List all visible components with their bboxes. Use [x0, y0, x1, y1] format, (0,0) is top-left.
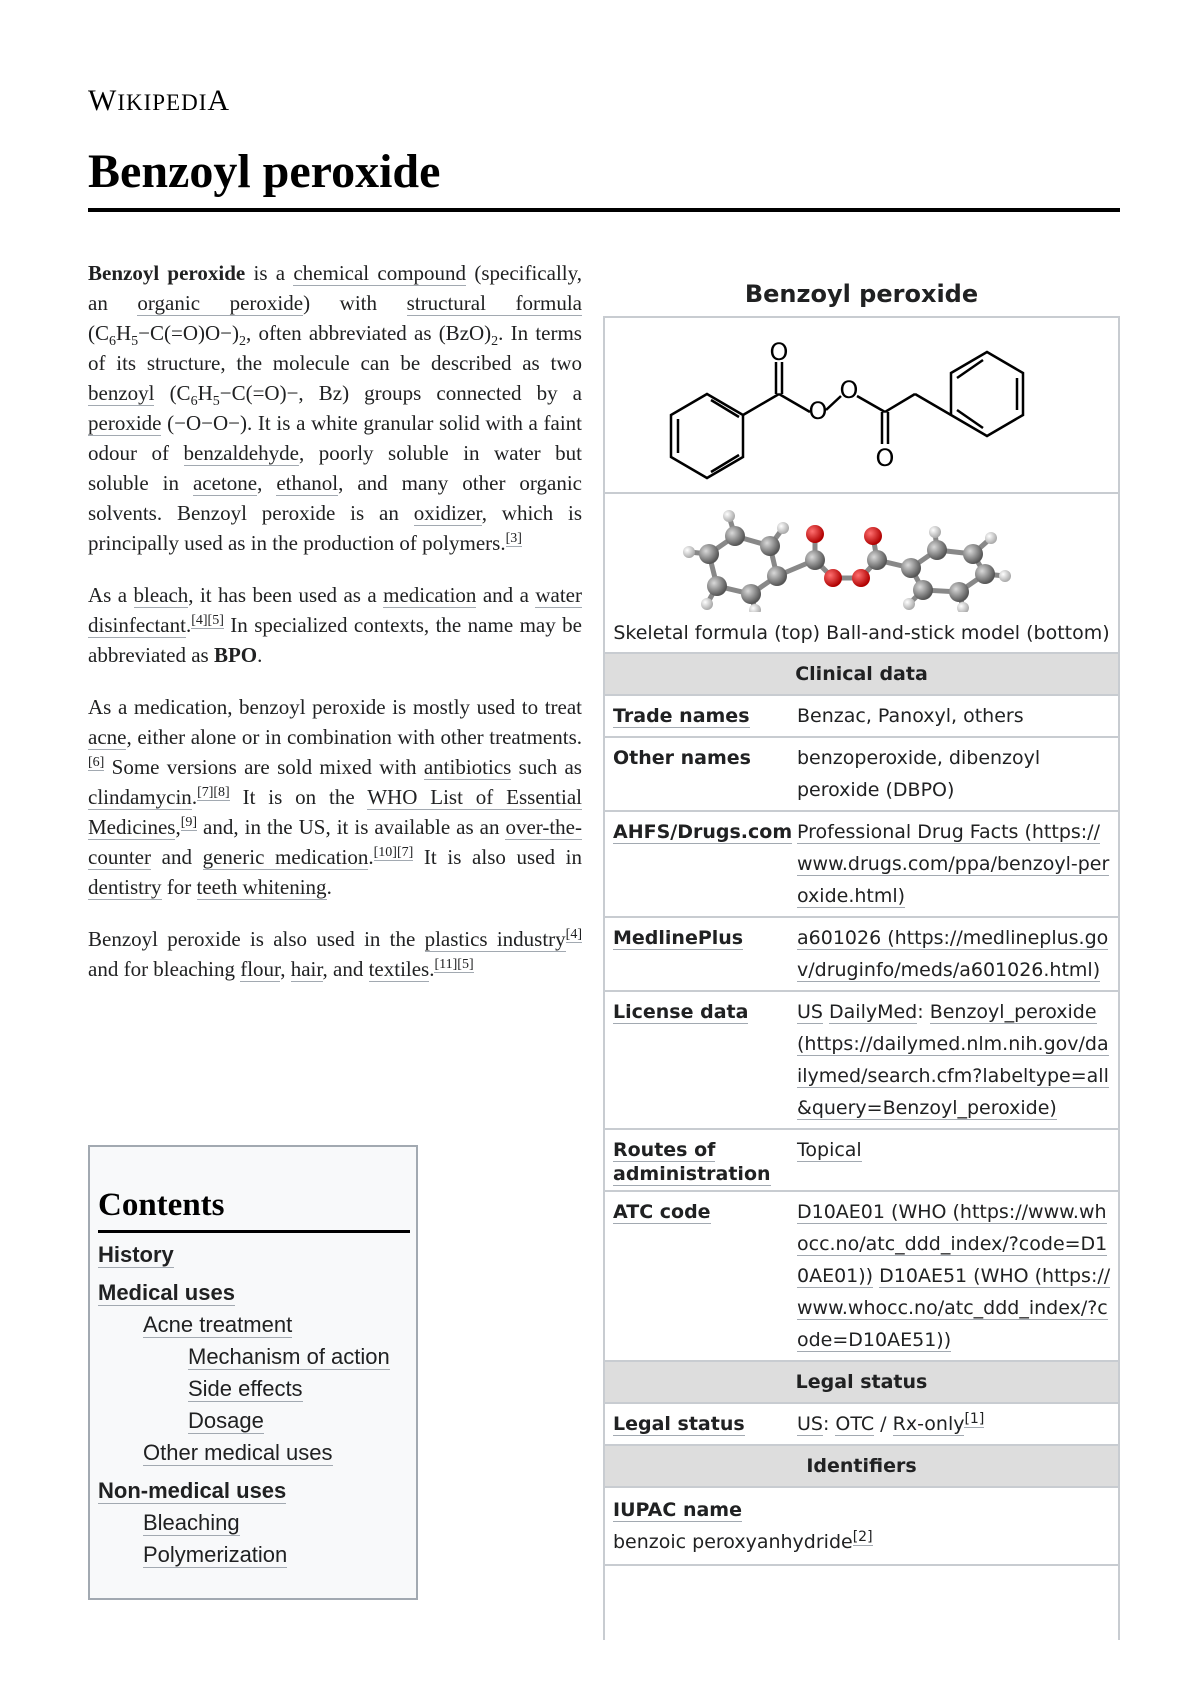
label-legal-status[interactable]: Legal status	[613, 1413, 745, 1435]
toc-link[interactable]: Mechanism of action	[188, 1344, 390, 1369]
label-ahfs[interactable]: AHFS/Drugs.com	[613, 821, 793, 843]
link-structural-formula[interactable]: structural formula	[406, 291, 583, 315]
ball-and-stick-image[interactable]	[605, 494, 1118, 616]
toc-link[interactable]: Non-medical uses	[98, 1478, 287, 1503]
ref-10[interactable]: [10]	[373, 845, 397, 860]
link-over-the-counter[interactable]: over-the-counter	[88, 815, 582, 869]
toc-link[interactable]: History	[98, 1242, 174, 1267]
infobox-table	[603, 316, 1120, 1640]
link-peroxide[interactable]: peroxide	[88, 411, 162, 435]
page-title: Benzoyl peroxide	[88, 145, 441, 198]
link-chemical-compound[interactable]: chemical compound	[293, 261, 467, 285]
svg-text:O: O	[839, 376, 859, 404]
link-acetone[interactable]: acetone	[192, 471, 258, 495]
section-header-identifiers: Identifiers	[605, 1446, 1118, 1488]
ref-7-b[interactable]: [7]	[396, 845, 414, 860]
link-benzaldehyde[interactable]: benzaldehyde	[183, 441, 299, 465]
intro-paragraph-4: Benzoyl peroxide is also used in the plastics industry[4] and for bleaching flour, hair, and textiles.[11][5]	[88, 927, 582, 981]
infobox	[603, 274, 1120, 1640]
link-acne[interactable]: acne	[88, 725, 127, 749]
toc-item-acne-treatment	[98, 1309, 410, 1341]
row-ahfs	[605, 812, 1118, 918]
toc-link[interactable]: Bleaching	[143, 1510, 240, 1535]
link-textiles[interactable]: textiles	[368, 957, 430, 981]
link-flour[interactable]: flour	[240, 957, 281, 981]
link-medication[interactable]: medication	[383, 583, 477, 607]
label-atc-code[interactable]: ATC code	[613, 1201, 711, 1223]
ref-4-b[interactable]: [4]	[565, 927, 582, 942]
link-otc[interactable]: OTC	[835, 1413, 875, 1435]
row-other-names	[605, 738, 1118, 812]
label-other-names: Other names	[613, 747, 751, 769]
link-antibiotics[interactable]: antibiotics	[423, 755, 512, 779]
link-generic-medication[interactable]: generic medication	[202, 845, 369, 869]
ref-11[interactable]: [11]	[434, 957, 458, 972]
toc-list	[98, 1239, 410, 1571]
bold-bpo: BPO	[213, 643, 258, 667]
link-dailymed[interactable]: DailyMed	[829, 1001, 918, 1023]
table-of-contents	[88, 1145, 418, 1600]
toc-item-other-medical-uses	[98, 1437, 410, 1469]
article-body	[88, 258, 582, 1006]
wikipedia-logo[interactable]: WIKIPEDIA	[88, 84, 231, 117]
link-clindamycin[interactable]: clindamycin	[88, 785, 192, 809]
svg-text:O: O	[769, 338, 789, 366]
link-atc-d10ae51[interactable]: D10AE51 (WHO (https://www.whocc.no/atc_ddd_index/?code=D10AE51))	[797, 1265, 1111, 1351]
link-legal-us[interactable]: US	[797, 1413, 823, 1435]
value-iupac-name: benzoic peroxyanhydride[2]	[605, 1526, 1118, 1566]
row-license: License data US DailyMed: Benzoyl_peroxide (https://dailymed.nlm.nih.gov/dailymed/search.cfm?labeltype=all&query=Benzoyl_peroxide)	[605, 992, 1118, 1130]
toc-item-mechanism-of-action	[98, 1341, 410, 1373]
ref-1[interactable]: [1]	[964, 1410, 985, 1427]
ref-4[interactable]: [4]	[191, 613, 208, 628]
ref-2[interactable]: [2]	[852, 1528, 873, 1545]
toc-link[interactable]: Acne treatment	[143, 1312, 293, 1337]
link-water-disinfectant[interactable]: water disinfectant	[88, 583, 582, 637]
link-atc-d10ae01[interactable]: D10AE01 (WHO (https://www.whocc.no/atc_ddd_index/?code=D10AE01))	[797, 1201, 1108, 1287]
label-license-data[interactable]: License data	[613, 1001, 749, 1023]
toc-link[interactable]: Dosage	[188, 1408, 264, 1433]
ref-3[interactable]: [3]	[505, 531, 522, 546]
toc-title: Contents	[98, 1187, 410, 1233]
intro-paragraph-1: Benzoyl peroxide is a chemical compound (specifically, an organic peroxide) with structural formula $(C_6H_5-C(=O)O-)_2$, often abbreviated as $(BzO)_2$. In terms of its structure, the molecule can be described as two benzoyl ($C_6H_5-C(=O)-$, Bz) groups connected by a peroxide (−O−O−). It is a white granular solid with a faint odour of benzaldehyde, poorly soluble in water but soluble in acetone, ethanol, and many other organic solvents. Benzoyl peroxide is an oxidizer, which is principally used as in the production of polymers.[3]	[88, 261, 583, 555]
row-routes	[605, 1130, 1118, 1192]
svg-text:O: O	[808, 397, 828, 425]
toc-link[interactable]: Medical uses	[98, 1280, 235, 1305]
toc-item-side-effects	[98, 1373, 410, 1405]
ref-7[interactable]: [7]	[197, 785, 214, 800]
bold-term: Benzoyl peroxide	[88, 261, 246, 285]
toc-item-history	[98, 1239, 410, 1271]
link-organic-peroxide[interactable]: organic peroxide	[137, 291, 304, 315]
toc-link[interactable]: Side effects	[188, 1376, 303, 1401]
ref-5[interactable]: [5]	[207, 613, 224, 628]
section-header-clinical: Clinical data	[605, 654, 1118, 696]
link-oxidizer[interactable]: oxidizer	[413, 501, 482, 525]
value-other-names: benzoperoxide, dibenzoyl peroxide (DBPO)	[797, 747, 1041, 801]
link-bleach[interactable]: bleach	[133, 583, 189, 607]
link-ahfs-drugs[interactable]: Professional Drug Facts (https://www.drugs.com/ppa/benzoyl-peroxide.html)	[797, 821, 1110, 907]
intro-paragraph-3: As a medication, benzoyl peroxide is mostly used to treat acne, either alone or in combination with other treatments.[6] Some versions are sold mixed with antibiotics such as clindamycin.[7][8] It is on the WHO List of Essential Medicines,[9] and, in the US, it is available as an over-the-counter and generic medication.[10][7] It is also used in dentistry for teeth whitening.	[88, 695, 582, 899]
toc-link[interactable]: Other medical uses	[143, 1440, 333, 1465]
toc-item-dosage	[98, 1405, 410, 1437]
link-rx-only[interactable]: Rx-only	[892, 1413, 965, 1435]
toc-item-polymerization	[98, 1539, 410, 1571]
link-teeth-whitening[interactable]: teeth whitening	[196, 875, 327, 899]
link-dailymed-benzoyl[interactable]: Benzoyl_peroxide (https://dailymed.nlm.nih.gov/dailymed/search.cfm?labeltype=all&query=Benzoyl_peroxide)	[797, 1001, 1109, 1119]
link-benzoyl[interactable]: benzoyl	[88, 381, 155, 405]
ref-9[interactable]: [9]	[180, 815, 198, 830]
link-medlineplus[interactable]: a601026 (https://medlineplus.gov/druginfo/meds/a601026.html)	[797, 927, 1109, 981]
skeletal-formula-image[interactable]	[605, 318, 1118, 494]
image-caption: Skeletal formula (top) Ball-and-stick model (bottom)	[605, 616, 1118, 654]
value-trade-names: Benzac, Panoxyl, others	[797, 705, 1024, 727]
label-medlineplus[interactable]: MedlinePlus	[613, 927, 744, 949]
title-divider	[88, 208, 1120, 212]
toc-item-bleaching	[98, 1507, 410, 1539]
intro-paragraph-2: As a bleach, it has been used as a medication and a water disinfectant.[4][5] In specialized contexts, the name may be abbreviated as BPO.	[88, 583, 582, 667]
row-trade-names	[605, 696, 1118, 738]
link-us[interactable]: US	[797, 1001, 823, 1023]
section-header-legal: Legal status	[605, 1362, 1118, 1404]
link-hair[interactable]: hair	[290, 957, 323, 981]
row-legal-status: Legal status US: OTC / Rx-only[1]	[605, 1404, 1118, 1446]
svg-text:O: O	[875, 444, 895, 472]
link-who-list[interactable]: WHO List of Essential Medicines	[88, 785, 582, 839]
link-ethanol[interactable]: ethanol	[276, 471, 339, 495]
ref-6[interactable]: [6]	[88, 755, 105, 770]
ref-8[interactable]: [8]	[213, 785, 230, 800]
label-routes[interactable]: Routes of administration	[613, 1139, 771, 1185]
toc-item-non-medical-uses	[98, 1475, 410, 1507]
skeletal-formula-drawing	[605, 318, 1118, 492]
label-iupac-name[interactable]: IUPAC name	[613, 1499, 742, 1521]
infobox-title: Benzoyl peroxide	[744, 280, 979, 308]
ref-5-b[interactable]: [5]	[457, 957, 474, 972]
ball-and-stick-drawing	[605, 494, 1118, 612]
link-topical[interactable]: Topical	[797, 1139, 862, 1161]
toc-item-medical-uses	[98, 1277, 410, 1309]
label-trade-names[interactable]: Trade names	[613, 705, 750, 727]
link-plastics-industry[interactable]: plastics industry	[424, 927, 566, 951]
row-atc	[605, 1192, 1118, 1362]
toc-link[interactable]: Polymerization	[143, 1542, 288, 1567]
link-dentistry[interactable]: dentistry	[88, 875, 162, 899]
row-medlineplus	[605, 918, 1118, 992]
